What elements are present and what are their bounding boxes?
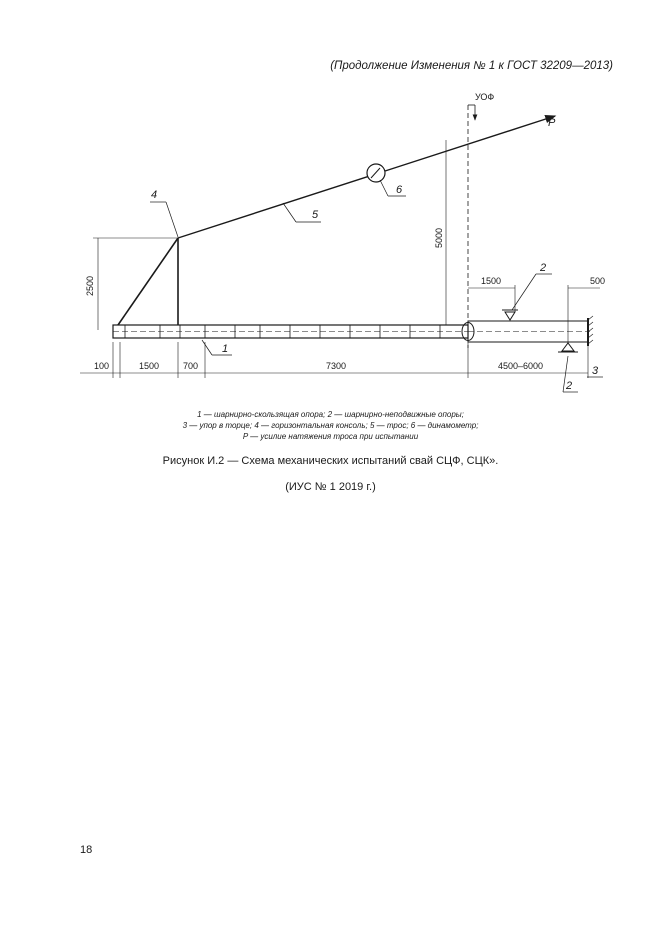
uof-label: УОФ	[475, 92, 495, 102]
legend-line: P — усилие натяжения троса при испытании	[242, 432, 419, 441]
dim-1500-left: 1500	[139, 361, 160, 371]
legend-line: 3 — упор в торце; 4 — горизонтальная консоль; 5 — трос; 6 — динамометр;	[182, 421, 479, 430]
cable	[178, 116, 555, 238]
dim-1500-right: 1500	[481, 276, 502, 286]
dim-2500: 2500	[85, 275, 95, 296]
dim-700: 700	[183, 361, 199, 371]
fixed-support-top	[502, 310, 518, 320]
legend-line: 1 — шарнирно-скользящая опора; 2 — шарнирно-неподвижные опоры;	[197, 410, 464, 419]
test-scheme-drawing	[0, 0, 661, 400]
fixed-support-bottom	[558, 343, 578, 352]
force-label: P	[548, 117, 556, 129]
callout-1: 1	[222, 343, 229, 355]
uof-marker	[468, 105, 475, 348]
amendment-note: (ИУС № 1 2019 г.)	[285, 481, 376, 493]
callout-6: 6	[396, 184, 403, 196]
figure-caption: Рисунок И.2 — Схема механических испытаний свай СЦФ, СЦК».	[162, 455, 499, 467]
horizontal-console	[118, 238, 178, 325]
page-header: (Продолжение Изменения № 1 к ГОСТ 32209—2013)	[330, 60, 613, 72]
callout-3: 3	[592, 365, 599, 377]
dim-4500-6000: 4500–6000	[498, 361, 544, 371]
figure-legend	[0, 409, 661, 442]
dynamometer-icon	[367, 164, 385, 182]
dim-7300: 7300	[326, 361, 347, 371]
callout-5: 5	[312, 209, 319, 221]
pile-beam	[113, 316, 593, 346]
callout-2-top: 2	[540, 262, 547, 274]
callout-4: 4	[151, 189, 158, 201]
dim-500: 500	[590, 276, 606, 286]
page-number: 18	[80, 844, 93, 856]
dim-5000: 5000	[434, 227, 444, 248]
callout-2-bottom: 2	[566, 380, 573, 392]
dim-100: 100	[94, 361, 110, 371]
